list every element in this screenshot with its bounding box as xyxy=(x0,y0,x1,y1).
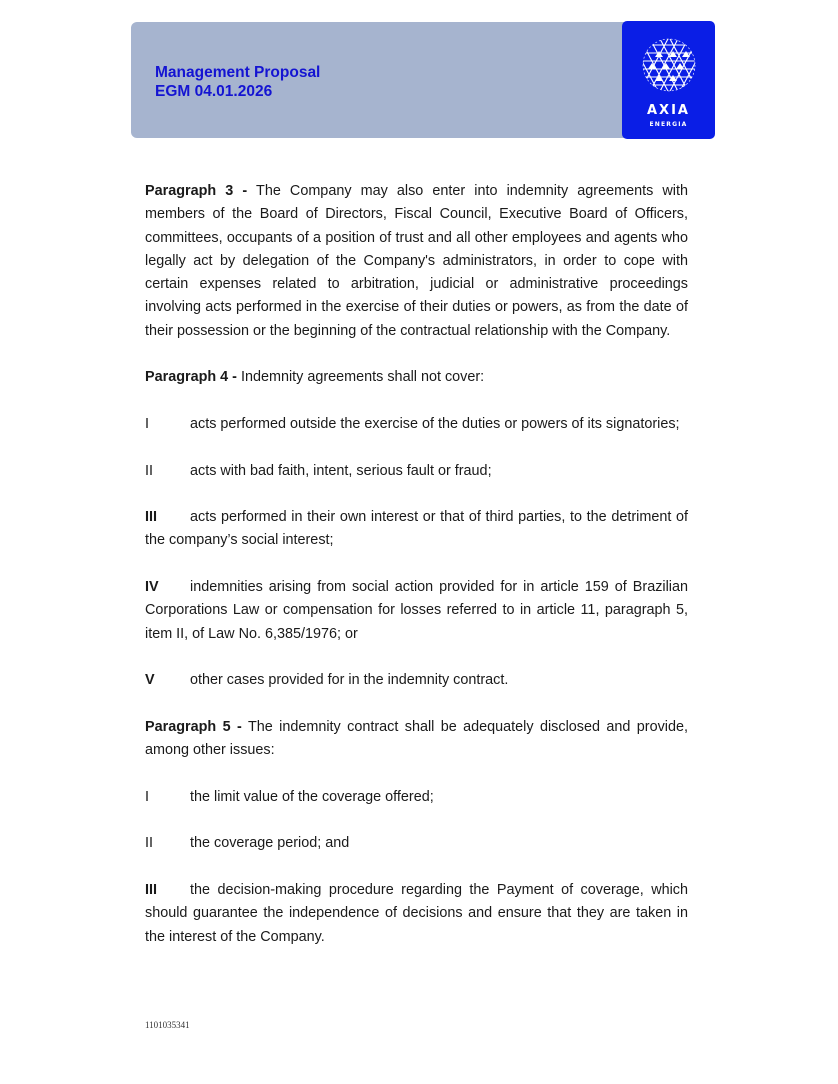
item-text: acts with bad faith, intent, serious fault or fraud; xyxy=(190,462,492,479)
list-item xyxy=(145,669,688,692)
geodesic-globe-icon xyxy=(639,37,697,95)
item-numeral: III xyxy=(145,881,157,898)
item-text: the limit value of the coverage offered; xyxy=(190,788,434,805)
paragraph-4-text: Indemnity agreements shall not cover: xyxy=(240,369,485,386)
header-banner xyxy=(131,22,626,138)
logo-wordmark: AXIA xyxy=(647,103,690,118)
paragraph-4 xyxy=(145,366,688,389)
item-numeral: IV xyxy=(145,579,159,596)
item-text: the decision-making procedure regarding the Payment of coverage, which should guarantee the independence of decisions and ensure that they are taken in the interest of the Company. xyxy=(145,881,688,945)
paragraph-5 xyxy=(145,716,688,763)
company-logo xyxy=(622,21,715,139)
item-numeral: V xyxy=(145,672,155,689)
title-line-1: Management Proposal xyxy=(155,64,321,81)
item-numeral: I xyxy=(145,415,149,432)
item-text: acts performed in their own interest or that of third parties, to the detriment of the company’s social interest; xyxy=(145,509,688,549)
item-numeral: I xyxy=(145,788,149,805)
item-text: acts performed outside the exercise of the duties or powers of its signatories; xyxy=(190,415,680,432)
list-item xyxy=(145,786,688,809)
document-body xyxy=(145,180,688,972)
list-item xyxy=(145,576,688,646)
paragraph-4-label: Paragraph 4 - xyxy=(145,369,237,386)
item-numeral: II xyxy=(145,835,153,852)
paragraph-5-text: The indemnity contract shall be adequately disclosed and provide, among other issues: xyxy=(145,718,688,759)
item-text: indemnities arising from social action provided for in article 159 of Brazilian Corporations Law or compensation for losses referred to in article 11, paragraph 5, item II, of Law No. 6,385/1976; or xyxy=(145,579,688,642)
list-item xyxy=(145,460,688,483)
item-text: other cases provided for in the indemnity contract. xyxy=(190,672,509,689)
list-item xyxy=(145,506,688,553)
paragraph-5-label: Paragraph 5 - xyxy=(145,718,242,735)
list-item xyxy=(145,832,688,855)
document-title xyxy=(155,63,320,101)
list-item xyxy=(145,413,688,436)
paragraph-3 xyxy=(145,180,688,343)
document-id: 1101035341 xyxy=(145,1020,190,1030)
paragraph-3-text: The Company may also enter into indemnity agreements with members of the Board of Directors, Fiscal Council, Executive Board of Officers, committees, occupants of a position of trust and all other employees and agents who legally act by delegation of the Company's administrators, in order to cope with certain expenses related to arbitration, judicial or administrative proceedings involving acts performed in the exercise of their duties or powers, as from the date of their possession or the beginning of the contractual relationship with the Company. xyxy=(145,183,688,339)
paragraph-3-label: Paragraph 3 - xyxy=(145,183,248,199)
item-numeral: II xyxy=(145,462,153,479)
logo-subtitle: ENERGIA xyxy=(649,121,688,128)
item-numeral: III xyxy=(145,509,157,526)
item-text: the coverage period; and xyxy=(190,835,350,852)
title-line-2: EGM 04.01.2026 xyxy=(155,83,273,100)
list-item xyxy=(145,879,688,949)
